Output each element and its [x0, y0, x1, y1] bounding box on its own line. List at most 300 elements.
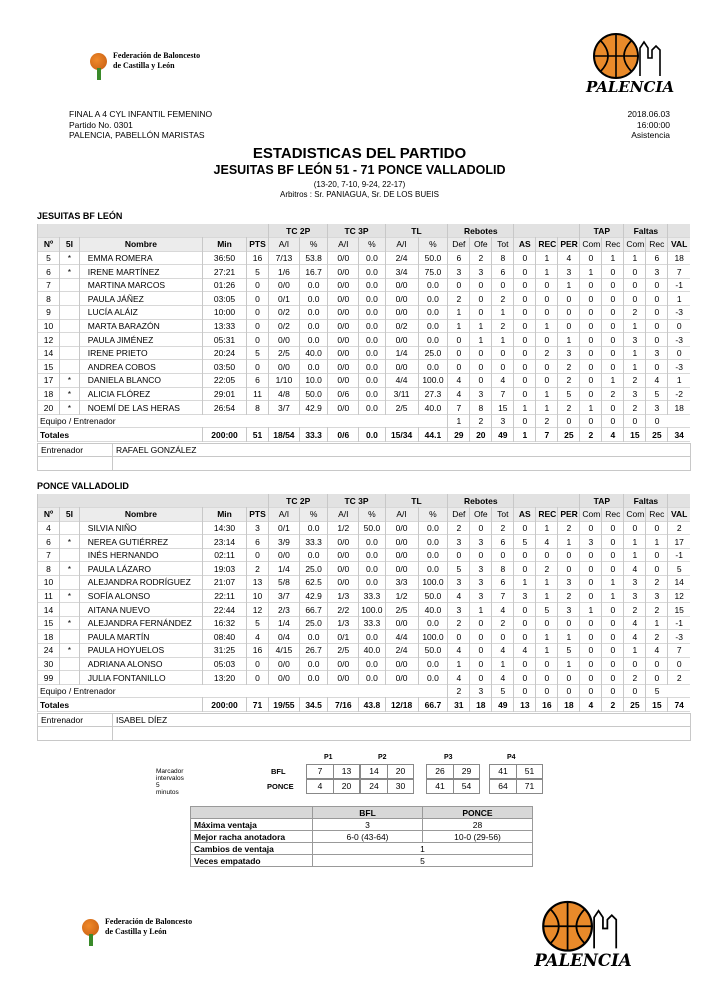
stat-cell: 0/0	[328, 319, 359, 333]
total-cell: 29	[448, 428, 470, 442]
stat-cell: 1	[624, 548, 646, 562]
stat-cell: 0/0	[385, 657, 418, 671]
stat-cell: 2/3	[269, 603, 300, 617]
stat-cell: 3/11	[385, 387, 418, 401]
total-cell: 18	[558, 698, 580, 712]
stat-cell: 0	[602, 401, 624, 415]
stat-cell: 0	[580, 360, 602, 374]
total-cell: 74	[668, 698, 690, 712]
palencia-logo-text: PALENCIA	[586, 78, 675, 96]
basketball-icon	[82, 919, 99, 936]
stat-cell: 0	[492, 630, 514, 644]
stat-cell	[60, 292, 80, 306]
stat-cell: 0	[536, 292, 558, 306]
stat-cell: 0	[470, 292, 492, 306]
attendance: Asistencia	[631, 130, 670, 140]
stat-cell: PAULA JÁÑEZ	[79, 292, 202, 306]
total-cell: 1	[514, 428, 536, 442]
stat-cell: 0.0	[359, 562, 385, 576]
stat-cell: 5	[668, 562, 690, 576]
stat-cell: 1	[580, 401, 602, 415]
header-group: TC 3P	[328, 494, 385, 508]
match-date: 2018.06.03	[627, 109, 670, 119]
stat-cell: 0	[470, 644, 492, 658]
summary-value-bfl: 3	[313, 819, 423, 831]
stat-cell: 0	[514, 278, 536, 292]
player-row	[38, 265, 691, 279]
stat-cell: 3	[247, 521, 269, 535]
stat-cell: 4	[646, 374, 668, 388]
stat-cell: *	[60, 387, 80, 401]
column-header: Def	[448, 508, 470, 522]
venue: PALENCIA, PABELLÓN MARISTAS	[69, 130, 205, 140]
stat-cell: 0.0	[359, 265, 385, 279]
stat-cell: SOFÍA ALONSO	[79, 589, 202, 603]
stat-cell: 0	[602, 562, 624, 576]
stat-cell: 0.0	[299, 278, 328, 292]
stat-cell: 0	[247, 360, 269, 374]
stat-cell: 03:05	[203, 292, 247, 306]
stat-cell: 40.0	[359, 644, 385, 658]
stat-cell: 10	[38, 576, 60, 590]
stat-cell: 0/0	[385, 562, 418, 576]
column-header: Ofe	[470, 238, 492, 252]
stat-cell: 1	[492, 657, 514, 671]
stat-cell	[60, 333, 80, 347]
stat-cell: 0	[514, 603, 536, 617]
stat-cell: 0/4	[269, 630, 300, 644]
stat-cell: 0	[470, 657, 492, 671]
stat-cell: 2/5	[269, 346, 300, 360]
stat-cell: 3	[580, 535, 602, 549]
stat-cell: 50.0	[418, 251, 448, 265]
stat-cell: 0/0	[328, 401, 359, 415]
stat-cell: NEREA GUTIÉRREZ	[79, 535, 202, 549]
stat-cell: 3	[492, 414, 514, 428]
stat-cell: 4	[247, 630, 269, 644]
stat-cell: 0.0	[299, 333, 328, 347]
stat-cell: 0	[536, 374, 558, 388]
stat-cell: 1/3	[328, 589, 359, 603]
stat-cell: 1	[668, 374, 690, 388]
summary-label: Mejor racha anotadora	[191, 831, 313, 843]
coach-blank	[38, 457, 113, 471]
stat-cell: 100.0	[418, 630, 448, 644]
stat-cell: 75.0	[418, 265, 448, 279]
federation-name-2: de Castilla y León	[113, 61, 175, 70]
match-time: 16:00:00	[636, 119, 670, 130]
player-row	[38, 562, 691, 576]
column-header: Rec	[602, 238, 624, 252]
stat-cell: 0.0	[418, 319, 448, 333]
stat-cell: 0	[470, 630, 492, 644]
stat-cell: 0/0	[269, 278, 300, 292]
stat-cell: 0.0	[299, 292, 328, 306]
summary-corner	[191, 807, 313, 819]
stat-cell: EMMA ROMERA	[79, 251, 202, 265]
stat-cell: 0	[646, 562, 668, 576]
team-coach-row	[38, 414, 691, 428]
stat-cell: 2/2	[328, 603, 359, 617]
column-header: 5I	[60, 238, 80, 252]
stat-cell: 15	[38, 616, 60, 630]
stat-cell: AITANA NUEVO	[79, 603, 202, 617]
stat-cell: 1/4	[269, 616, 300, 630]
stat-cell: 0/0	[385, 616, 418, 630]
stat-cell: 36:50	[203, 251, 247, 265]
stat-cell: 2	[492, 521, 514, 535]
period-score: 14	[369, 766, 379, 776]
header-blank	[514, 494, 580, 508]
period-scores-label: Marcador intervalos 5 minutos	[156, 768, 184, 796]
stat-cell: 0	[514, 346, 536, 360]
stat-cell: 5/8	[269, 576, 300, 590]
stat-cell: 0	[602, 521, 624, 535]
coach-name: ISABEL DÍEZ	[113, 713, 691, 727]
column-header: A/I	[269, 238, 300, 252]
stat-cell: 0	[448, 278, 470, 292]
stat-cell: ALEJANDRA FERNÁNDEZ	[79, 616, 202, 630]
stat-cell	[60, 657, 80, 671]
stat-cell: 0	[602, 292, 624, 306]
stat-cell: -3	[668, 306, 690, 320]
stat-cell: 2	[470, 414, 492, 428]
stat-cell: 0	[602, 278, 624, 292]
column-header: Nombre	[79, 508, 202, 522]
team-stats-table	[37, 224, 690, 442]
stat-cell: 8	[492, 251, 514, 265]
coach-blank	[113, 727, 691, 741]
stat-cell: 0.0	[299, 360, 328, 374]
stat-cell: 0	[668, 657, 690, 671]
column-header: AS	[514, 508, 536, 522]
total-cell: 13	[514, 698, 536, 712]
stat-cell: 0	[514, 306, 536, 320]
stat-cell: 8	[38, 292, 60, 306]
stat-cell: 0/0	[328, 360, 359, 374]
stat-cell: 100.0	[418, 374, 448, 388]
header-blank	[38, 494, 269, 508]
column-header: %	[359, 508, 385, 522]
stat-cell: 11	[38, 589, 60, 603]
stat-cell: 1	[470, 333, 492, 347]
period-score: 7	[317, 766, 323, 776]
stat-cell: 0.0	[359, 374, 385, 388]
summary-label: Veces empatado	[191, 855, 313, 867]
stat-cell: 0.0	[418, 306, 448, 320]
total-cell: 12/18	[385, 698, 418, 712]
stat-cell: MARTINA MARCOS	[79, 278, 202, 292]
stat-cell: 3	[470, 562, 492, 576]
stat-cell: 5	[558, 644, 580, 658]
header-blank	[668, 494, 690, 508]
header-blank	[514, 224, 580, 238]
stat-cell: 0	[514, 521, 536, 535]
stat-cell: 3	[448, 576, 470, 590]
stat-cell: 4	[492, 374, 514, 388]
summary-row	[191, 819, 533, 831]
stat-cell: IRENE MARTÍNEZ	[79, 265, 202, 279]
totals-row	[38, 428, 691, 442]
player-row	[38, 306, 691, 320]
player-row	[38, 616, 691, 630]
stat-cell: *	[60, 562, 80, 576]
total-cell: 25	[558, 428, 580, 442]
stat-cell: 0	[602, 360, 624, 374]
stat-cell: 0	[580, 576, 602, 590]
column-header: VAL	[668, 238, 690, 252]
stat-cell: 1	[602, 374, 624, 388]
stat-cell: 0/0	[328, 292, 359, 306]
column-header: Ofe	[470, 508, 492, 522]
stat-cell: 0	[602, 548, 624, 562]
stat-cell: NOEMÍ DE LAS HERAS	[79, 401, 202, 415]
stat-cell: 7	[38, 278, 60, 292]
column-header: 5I	[60, 508, 80, 522]
total-cell: 49	[492, 698, 514, 712]
stat-cell: 3	[470, 684, 492, 698]
stat-cell: 100.0	[418, 576, 448, 590]
stat-cell: 1	[536, 644, 558, 658]
stat-cell: 22:11	[203, 589, 247, 603]
stat-cell: 7	[492, 589, 514, 603]
stat-cell: 0.0	[359, 346, 385, 360]
header-group: TAP	[580, 494, 624, 508]
stat-cell: 0	[514, 630, 536, 644]
stat-cell: 2	[646, 603, 668, 617]
stat-cell: 14	[668, 576, 690, 590]
stat-cell: 30	[38, 657, 60, 671]
stat-cell: 0/0	[269, 333, 300, 347]
stat-cell: 4	[448, 644, 470, 658]
stat-cell: 3/7	[269, 589, 300, 603]
stat-cell: 14	[38, 346, 60, 360]
stat-cell: 1	[558, 535, 580, 549]
stat-cell: 0	[602, 346, 624, 360]
stat-cell: 0	[558, 414, 580, 428]
player-row	[38, 251, 691, 265]
summary-label: Cambios de ventaja	[191, 843, 313, 855]
column-header: Min	[203, 508, 247, 522]
coach-blank	[113, 457, 691, 471]
stat-cell: 5	[448, 562, 470, 576]
column-header: Rec	[602, 508, 624, 522]
total-cell: 18/54	[269, 428, 300, 442]
stat-cell: 0.0	[359, 657, 385, 671]
stat-cell: 4	[514, 644, 536, 658]
stat-cell: 15	[492, 401, 514, 415]
stat-cell: 25.0	[299, 616, 328, 630]
stat-cell: 0	[514, 319, 536, 333]
stat-cell: 1	[558, 630, 580, 644]
stat-cell: 1	[558, 657, 580, 671]
stat-cell: 0/0	[269, 360, 300, 374]
total-cell: 15	[624, 428, 646, 442]
summary-value-ponce: 28	[423, 819, 533, 831]
stat-cell: 0	[602, 616, 624, 630]
stat-cell: 0	[580, 521, 602, 535]
match-time-info	[627, 109, 670, 141]
stat-cell: 29:01	[203, 387, 247, 401]
total-cell: 7	[536, 428, 558, 442]
stat-cell: 0.0	[418, 671, 448, 685]
stat-cell: 9	[38, 306, 60, 320]
stat-cell: 0	[646, 657, 668, 671]
stat-cell: 6	[492, 535, 514, 549]
total-cell: 2	[602, 698, 624, 712]
stat-cell: 26:54	[203, 401, 247, 415]
federation-name-1: Federación de Baloncesto	[113, 51, 201, 60]
stat-cell: 33.3	[359, 616, 385, 630]
stat-cell: 0	[602, 644, 624, 658]
total-cell: 25	[624, 698, 646, 712]
stat-cell: 05:31	[203, 333, 247, 347]
period-score: 64	[498, 781, 508, 791]
stat-cell: 3	[558, 346, 580, 360]
stat-cell: 42.9	[299, 401, 328, 415]
totals-label: Totales	[38, 428, 203, 442]
stat-cell: 4	[558, 251, 580, 265]
stat-cell: 1	[536, 589, 558, 603]
game-summary-table	[190, 806, 533, 867]
period-score-box	[489, 764, 543, 779]
stat-cell: 10	[38, 319, 60, 333]
stat-cell: 1/6	[269, 265, 300, 279]
total-cell: 25	[646, 428, 668, 442]
stat-cell: 0.0	[418, 278, 448, 292]
header-group: Rebotes	[448, 494, 514, 508]
palencia-logo	[582, 28, 677, 98]
stat-cell	[60, 346, 80, 360]
player-row	[38, 319, 691, 333]
stat-cell: 0.0	[418, 616, 448, 630]
total-cell: 2	[580, 428, 602, 442]
stat-cell: 4	[536, 535, 558, 549]
stat-cell: 2	[624, 374, 646, 388]
stat-cell: 10:00	[203, 306, 247, 320]
stat-cell: 01:26	[203, 278, 247, 292]
period-score: 26	[435, 766, 445, 776]
stat-cell: 0	[602, 630, 624, 644]
coach-label: Entrenador	[38, 713, 113, 727]
stat-cell: 0	[646, 521, 668, 535]
stat-cell: 1/10	[269, 374, 300, 388]
stat-cell: 0	[558, 616, 580, 630]
stat-cell	[60, 548, 80, 562]
stat-cell: 40.0	[418, 401, 448, 415]
stat-cell: 1	[470, 603, 492, 617]
stat-cell: 1	[624, 346, 646, 360]
stat-cell: 7	[668, 644, 690, 658]
stat-cell: 0.0	[418, 333, 448, 347]
column-header: A/I	[385, 508, 418, 522]
stat-cell: 0.0	[299, 548, 328, 562]
period-score: 29	[453, 765, 479, 778]
stat-cell: 0	[580, 319, 602, 333]
stat-cell: 0	[558, 671, 580, 685]
stat-cell: 1	[536, 630, 558, 644]
total-cell: 18	[470, 698, 492, 712]
stat-cell: 0.0	[359, 306, 385, 320]
stat-cell: 1	[536, 401, 558, 415]
coach-label: Entrenador	[38, 443, 113, 457]
stat-cell: 0/0	[385, 521, 418, 535]
stat-cell: 0	[514, 251, 536, 265]
stat-cell: 3	[470, 589, 492, 603]
column-header: AS	[514, 238, 536, 252]
stat-cell: 2	[558, 589, 580, 603]
column-header: A/I	[269, 508, 300, 522]
stat-cell: 0	[536, 278, 558, 292]
stat-cell: 3	[558, 576, 580, 590]
period-score: 24	[369, 781, 379, 791]
stat-cell: *	[60, 251, 80, 265]
stat-cell: 0	[624, 265, 646, 279]
stat-cell: 0	[247, 319, 269, 333]
stat-cell: 7	[668, 265, 690, 279]
stat-cell: 3	[624, 387, 646, 401]
stat-cell: 0/6	[328, 387, 359, 401]
stat-cell: 5	[536, 603, 558, 617]
stat-cell: 2	[448, 684, 470, 698]
stat-cell: 0.0	[299, 319, 328, 333]
stat-cell: JULIA FONTANILLO	[79, 671, 202, 685]
column-header: VAL	[668, 508, 690, 522]
stat-cell: 2	[536, 414, 558, 428]
summary-header-ponce: PONCE	[423, 807, 533, 819]
stat-cell: 1/3	[328, 616, 359, 630]
period-score-box	[306, 779, 360, 794]
stat-cell: 1	[536, 521, 558, 535]
stat-cell: 3	[448, 265, 470, 279]
stat-cell: 0/0	[328, 657, 359, 671]
palencia-logo-text: PALENCIA	[534, 950, 632, 971]
stat-cell: 4	[624, 616, 646, 630]
stat-cell: 0	[624, 657, 646, 671]
stat-cell: ADRIANA ALONSO	[79, 657, 202, 671]
total-cell: 71	[247, 698, 269, 712]
stat-cell: 99	[38, 671, 60, 685]
stat-cell: *	[60, 616, 80, 630]
stat-cell: 0.0	[299, 657, 328, 671]
period-label: P1	[324, 754, 333, 761]
stat-cell: 1	[448, 414, 470, 428]
stat-cell: 40.0	[418, 603, 448, 617]
stat-cell: 0.0	[299, 521, 328, 535]
stat-cell: 0	[580, 616, 602, 630]
stat-cell: -3	[668, 360, 690, 374]
header-group: TL	[385, 494, 448, 508]
stat-cell: 0	[536, 333, 558, 347]
stat-cell: 0	[646, 319, 668, 333]
stat-cell: 8	[470, 401, 492, 415]
stat-cell: 2	[492, 319, 514, 333]
stat-cell: 0.0	[418, 657, 448, 671]
stat-cell: 0	[558, 562, 580, 576]
stat-cell: 6	[38, 535, 60, 549]
stat-cell: 2	[558, 374, 580, 388]
stat-cell: 2/5	[385, 401, 418, 415]
stat-cell: 5	[558, 387, 580, 401]
stat-cell: 0.0	[418, 521, 448, 535]
column-header: REC	[536, 508, 558, 522]
stat-cell: 4	[492, 603, 514, 617]
stat-cell: 10	[247, 589, 269, 603]
stat-cell: 3	[646, 401, 668, 415]
stat-cell: 0/1	[269, 521, 300, 535]
stat-cell: 5	[247, 265, 269, 279]
stat-cell: -2	[668, 387, 690, 401]
